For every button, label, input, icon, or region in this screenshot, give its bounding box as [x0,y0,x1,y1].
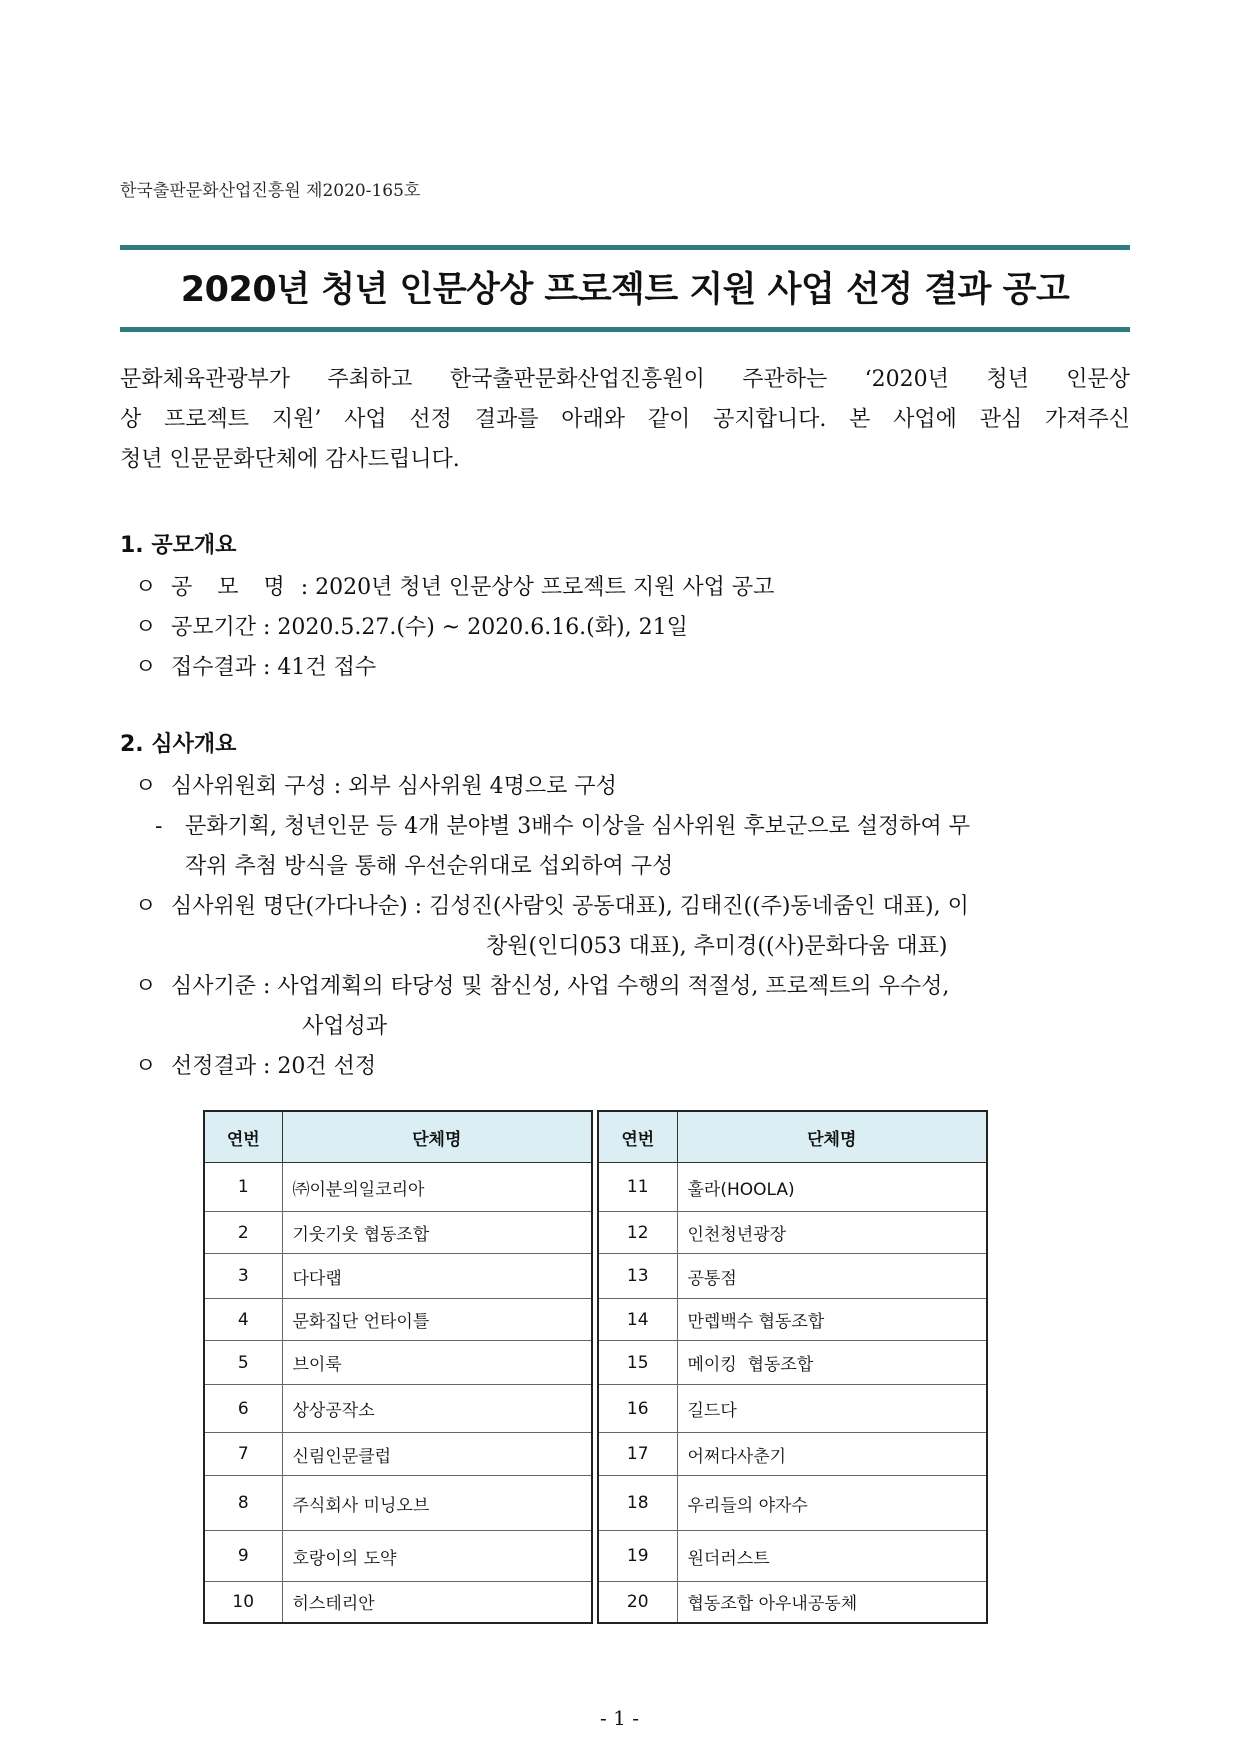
results-table-left [203,1110,593,1624]
cell-organization: ㈜이분의일코리아 [282,1163,592,1212]
page-title: 2020년 청년 인문상상 프로젝트 지원 사업 선정 결과 공고 [180,270,1070,310]
sub-item-committee-detail [155,809,970,840]
table-row [204,1341,592,1385]
cell-number: 18 [598,1476,677,1531]
item-text: 심사위원회 구성 : 외부 심사위원 4명으로 구성 [171,774,617,799]
cell-organization: 호랑이의 도약 [282,1531,592,1582]
table-row [204,1254,592,1299]
cell-number: 8 [204,1476,282,1531]
cell-organization: 다다랩 [282,1254,592,1299]
item-label: 심사위원 명단(가다나순) : [171,894,430,919]
table-row [598,1476,987,1531]
section-heading-overview: 1. 공모개요 [120,533,237,558]
table-row [204,1212,592,1254]
column-header-organization: 단체명 [677,1111,987,1163]
table-row [204,1163,592,1212]
cell-organization: 길드다 [677,1385,987,1433]
bullet-icon: ㅇ [135,575,157,600]
table-row [598,1341,987,1385]
cell-organization: 협동조합 아우내공동체 [677,1582,987,1623]
table-row [204,1476,592,1531]
table-row [598,1531,987,1582]
item-text: 김성진(사람잇 공동대표), 김태진((주)동네줌인 대표), 이 [429,894,969,919]
page-number: - 1 - [600,1706,639,1730]
item-label: 접수결과 [171,655,257,680]
title-rule-bottom [120,327,1130,332]
table-row [598,1433,987,1476]
list-item-committee [135,769,617,800]
intro-line: 문화체육관광부가 주최하고 한국출판문화산업진흥원이 주관하는 ‘2020년 청년 인문상 [120,367,1130,392]
cell-organization: 히스테리안 [282,1582,592,1623]
cell-number: 11 [598,1163,677,1212]
bullet-icon: ㅇ [135,655,157,680]
table-row [204,1433,592,1476]
cell-number: 19 [598,1531,677,1582]
dash-marker: - [155,814,163,839]
list-item-period [135,610,688,641]
table-row [204,1299,592,1341]
list-item-criteria-cont [302,1009,387,1040]
cell-organization: 원더러스트 [677,1531,987,1582]
cell-number: 5 [204,1341,282,1385]
list-item-submissions [135,650,376,681]
cell-organization: 신림인문클럽 [282,1433,592,1476]
cell-organization: 브이룩 [282,1341,592,1385]
cell-number: 4 [204,1299,282,1341]
item-text: 사업계획의 타당성 및 참신성, 사업 수행의 적절성, 프로젝트의 우수성, [277,974,950,999]
list-item-criteria [135,969,949,1000]
cell-organization: 훌라(HOOLA) [677,1163,987,1212]
sub-item-committee-detail-cont [185,849,673,880]
item-text: 선정결과 : 20건 선정 [171,1054,377,1079]
cell-number: 6 [204,1385,282,1433]
list-item-result [135,1049,376,1080]
document-number: 한국출판문화산업진흥원 제2020-165호 [120,181,421,201]
cell-organization: 상상공작소 [282,1385,592,1433]
item-value: 2020.5.27.(수) ~ 2020.6.16.(화), 21일 [277,615,688,640]
cell-number: 10 [204,1582,282,1623]
list-item-members-cont [486,929,948,960]
cell-organization: 문화집단 언타이틀 [282,1299,592,1341]
cell-number: 17 [598,1433,677,1476]
item-label: 심사기준 : [171,974,278,999]
item-separator: : [256,655,278,680]
item-label: 공모기간 [171,615,257,640]
item-text: 작위 추첨 방식을 통해 우선순위대로 섭외하여 구성 [185,854,674,879]
table-row [598,1582,987,1623]
cell-number: 2 [204,1212,282,1254]
item-value: 2020년 청년 인문상상 프로젝트 지원 사업 공고 [315,575,775,600]
cell-organization: 공통점 [677,1254,987,1299]
table-row [204,1385,592,1433]
item-separator: : [256,615,278,640]
table-row [598,1299,987,1341]
table-header-row [598,1111,987,1163]
column-header-organization: 단체명 [282,1111,592,1163]
cell-number: 15 [598,1341,677,1385]
intro-paragraph [120,360,1130,480]
intro-line: 상 프로젝트 지원’ 사업 선정 결과를 아래와 같이 공지합니다. 본 사업에 관심 가져주신 [120,407,1130,432]
cell-organization: 만렙백수 협동조합 [677,1299,987,1341]
table-row [598,1163,987,1212]
table-row [598,1385,987,1433]
cell-organization: 어쩌다사춘기 [677,1433,987,1476]
intro-line: 청년 인문문화단체에 감사드립니다. [120,447,460,472]
table-header-row [204,1111,592,1163]
table-row [598,1212,987,1254]
cell-organization: 메이킹 협동조합 [677,1341,987,1385]
cell-organization: 주식회사 미닝오브 [282,1476,592,1531]
cell-number: 14 [598,1299,677,1341]
cell-number: 13 [598,1254,677,1299]
cell-number: 1 [204,1163,282,1212]
item-value: 41건 접수 [277,655,377,680]
cell-number: 12 [598,1212,677,1254]
list-item-members [135,889,969,920]
list-item-name [135,570,774,601]
cell-number: 9 [204,1531,282,1582]
cell-organization: 기웃기웃 협동조합 [282,1212,592,1254]
results-table-right [597,1110,988,1624]
bullet-icon: ㅇ [135,974,157,999]
cell-number: 20 [598,1582,677,1623]
bullet-icon: ㅇ [135,774,157,799]
table-row [204,1531,592,1582]
cell-organization: 인천청년광장 [677,1212,987,1254]
item-separator: : [293,575,316,600]
title-rule-top [120,245,1130,250]
cell-number: 3 [204,1254,282,1299]
item-text: 창원(인디053 대표), 추미경((사)문화다움 대표) [486,934,948,959]
item-text: 사업성과 [302,1014,388,1039]
section-heading-review: 2. 심사개요 [120,732,237,757]
table-row [598,1254,987,1299]
cell-organization: 우리들의 야자수 [677,1476,987,1531]
cell-number: 7 [204,1433,282,1476]
table-row [204,1582,592,1623]
bullet-icon: ㅇ [135,894,157,919]
bullet-icon: ㅇ [135,615,157,640]
cell-number: 16 [598,1385,677,1433]
column-header-number: 연번 [598,1111,677,1163]
column-header-number: 연번 [204,1111,282,1163]
item-label: 공 모 명 [171,575,294,600]
item-text: 문화기획, 청년인문 등 4개 분야별 3배수 이상을 심사위원 후보군으로 설정하여 무 [185,814,970,839]
bullet-icon: ㅇ [135,1054,157,1079]
